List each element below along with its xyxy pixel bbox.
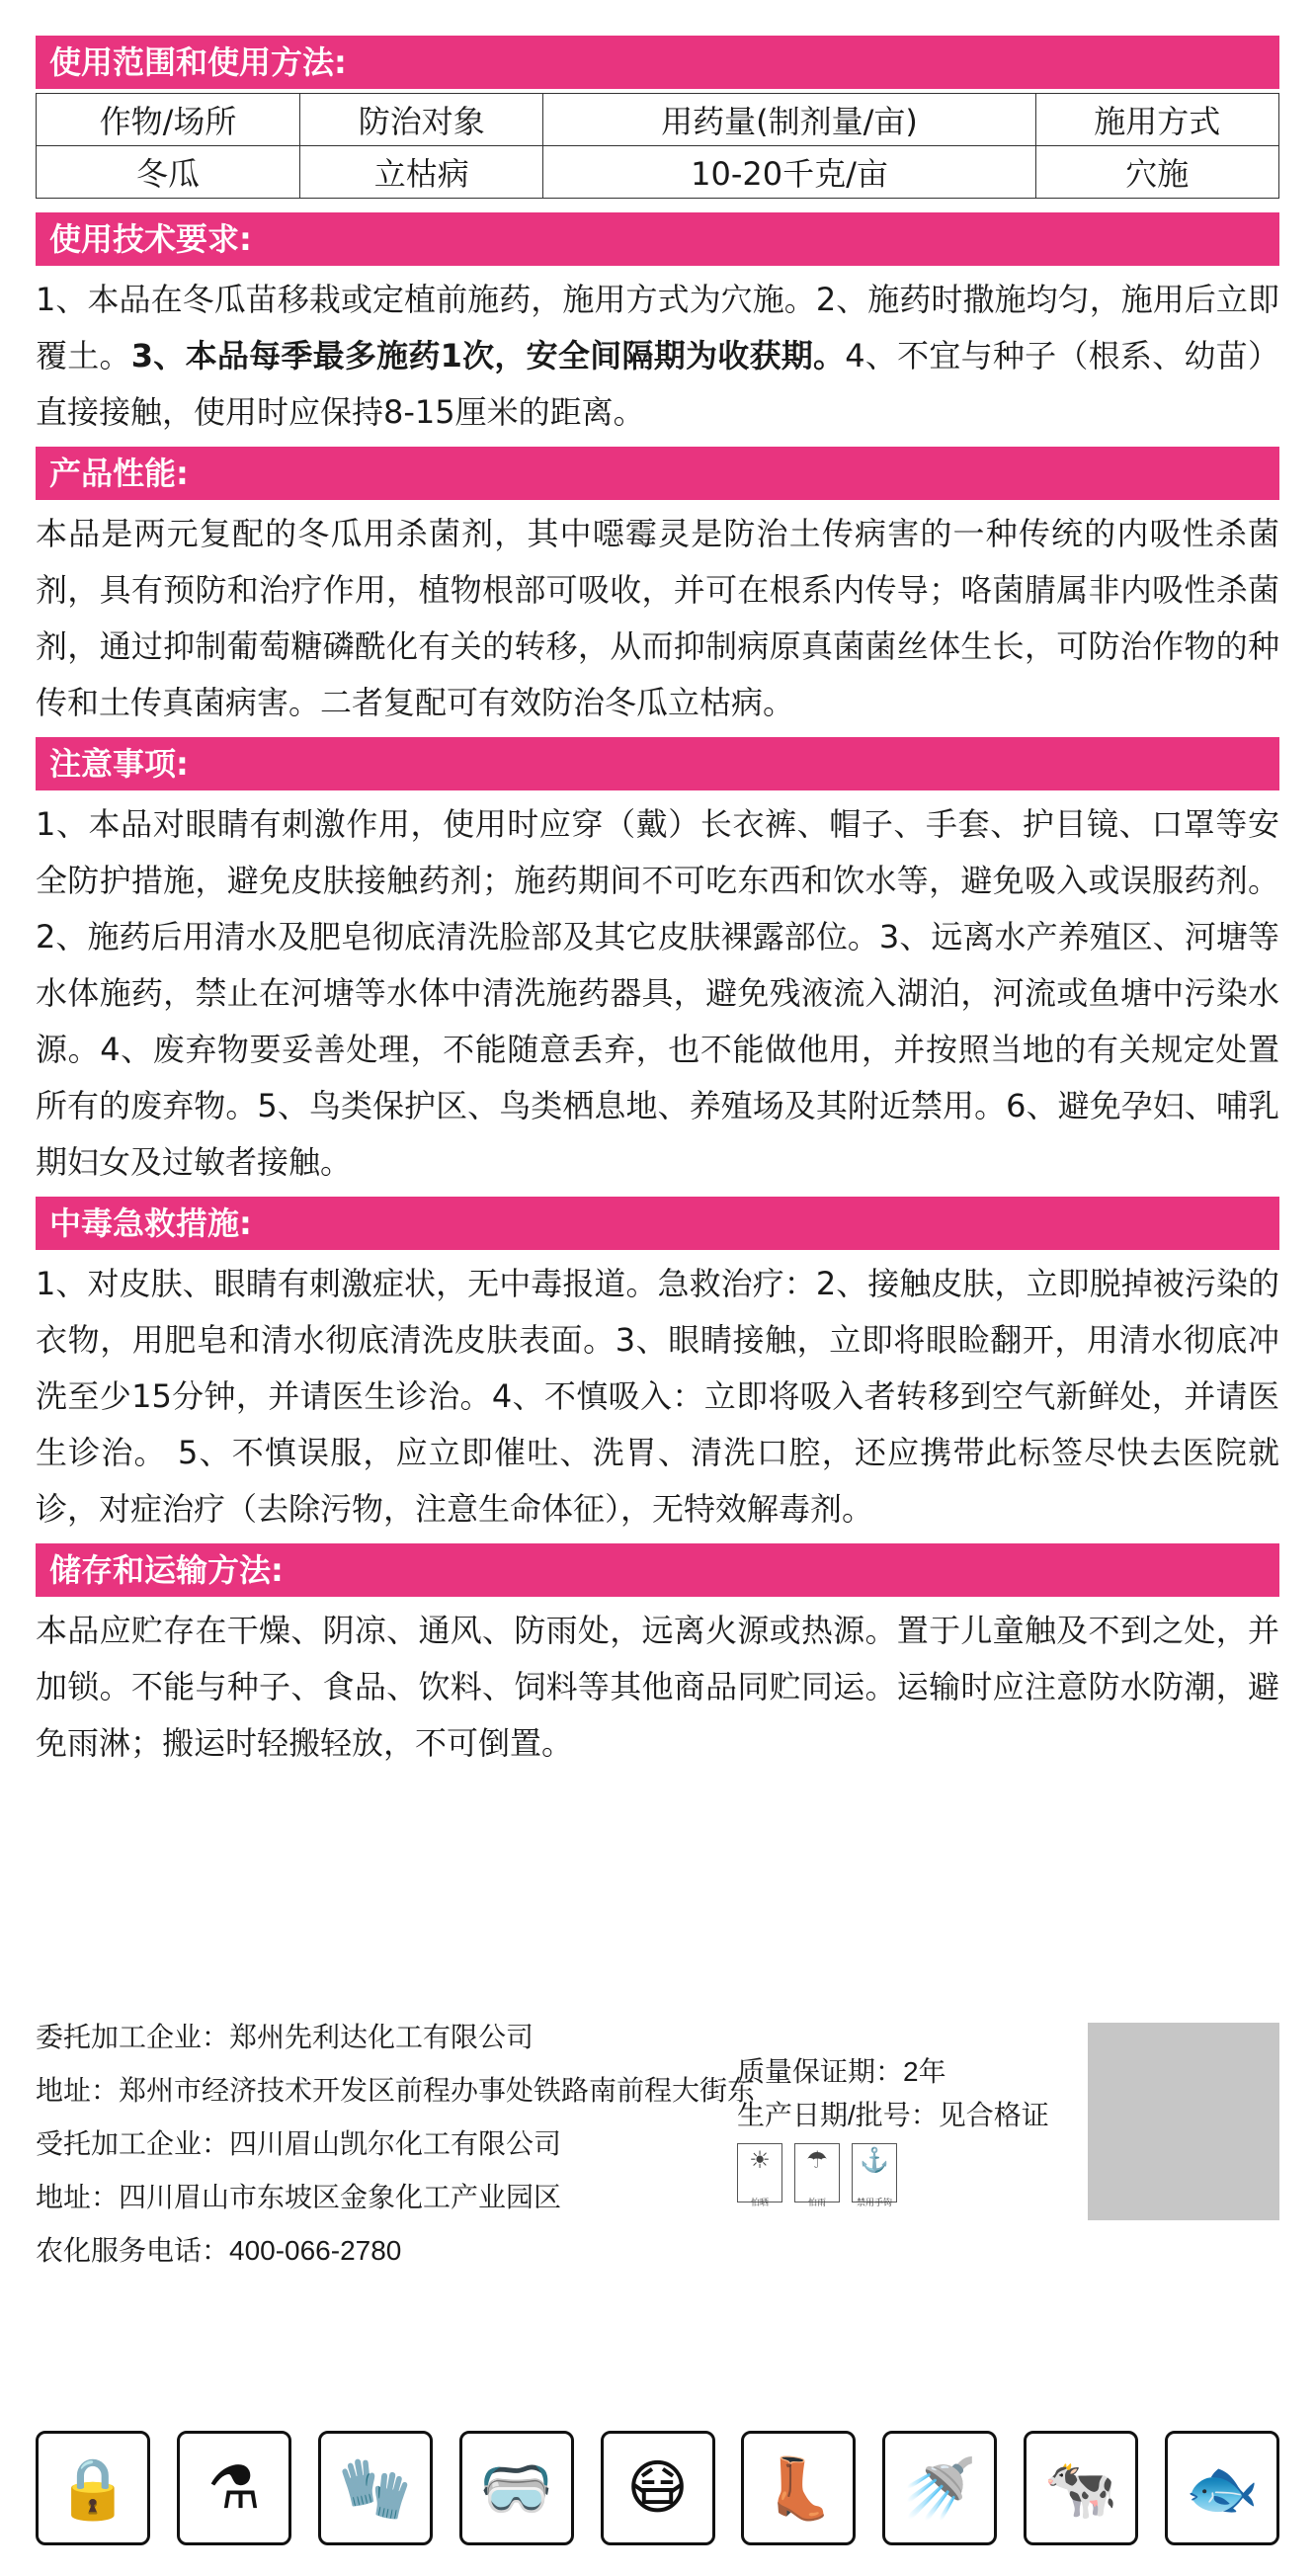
firstaid-section-body: 1、对皮肤、眼睛有刺激症状，无中毒报道。急救治疗：2、接触皮肤，立即脱掉被污染的衣物，用肥皂和清水彻底清洗皮肤表面。3、眼睛接触，立即将眼睑翻开，用清水彻底冲洗至少15分钟，并请医生诊治。4、不慎吸入：立即将吸入者转移到空气新鲜处，并请医生诊治。 5、不慎误服，应立即催吐、洗胃、清洗口腔，还应携带此标签尽快去医院就诊，对症治疗（去除污物，注意生命体征），无特效解毒剂。 — [36, 1265, 1279, 1528]
table-header-cell: 作物/场所 — [37, 94, 300, 146]
usage-table — [36, 93, 1279, 199]
entrusting-company: 委托加工企业：郑州先利达化工有限公司 — [36, 2022, 534, 2052]
handling-icons — [737, 2143, 1049, 2207]
production-date: 生产日期/批号：见合格证 — [737, 2100, 1049, 2130]
shelf-life: 质量保证期：2年 — [737, 2056, 946, 2087]
company-info — [36, 2011, 755, 2278]
table-header-row — [37, 94, 1279, 146]
performance-section-body: 本品是两元复配的冬瓜用杀菌剂，其中噁霉灵是防治土传病害的一种传统的内吸性杀菌剂，具有预防和治疗作用，植物根部可吸收，并可在根系内传导；咯菌腈属非内吸性杀菌剂，通过抑制葡萄糖磷酰化有关的转移，从而抑制病原真菌菌丝体生长，可防治作物的种传和土传真菌病害。二者复配可有效防治冬瓜立枯病。 — [36, 515, 1279, 721]
harmful-livestock-icon: 🐄 — [1024, 2431, 1138, 2545]
table-cell: 10-20千克/亩 — [543, 146, 1035, 199]
tech-section-title: 使用技术要求: — [36, 212, 1279, 266]
storage-section-title: 储存和运输方法: — [36, 1543, 1279, 1597]
sun-avoid-icon: ☀ 怕晒 — [737, 2143, 782, 2202]
firstaid-section-title: 中毒急救措施: — [36, 1197, 1279, 1250]
table-header-cell: 施用方式 — [1035, 94, 1278, 146]
service-phone: 农化服务电话：400-066-2780 — [36, 2235, 402, 2266]
notes-section-body: 1、本品对眼睛有刺激作用，使用时应穿（戴）长衣裤、帽子、手套、护目镜、口罩等安全防护措施，避免皮肤接触药剂；施药期间不可吃东西和饮水等，避免吸入或误服药剂。2、施药后用清水及肥皂彻底清洗脸部及其它皮肤裸露部位。3、远离水产养殖区、河塘等水体施药，禁止在河塘等水体中清洗施药器具，避免残液流入湖泊，河流或鱼塘中污染水源。4、废弃物要妥善处理，不能随意丢弃，也不能做他用，并按照当地的有关规定处置所有的废弃物。5、鸟类保护区、鸟类栖息地、养殖场及其附近禁用。6、避免孕妇、哺乳期妇女及过敏者接触。 — [36, 805, 1279, 1181]
label-content — [36, 36, 1279, 1778]
usage-section-title: 使用范围和使用方法: — [36, 36, 1279, 89]
table-header-cell: 防治对象 — [300, 94, 543, 146]
tech-text-bold: 3、本品每季最多施药1次，安全间隔期为收获期。 — [130, 337, 846, 374]
storage-lock-icon: 🔒 — [36, 2431, 150, 2545]
wash-icon: 🚿 — [882, 2431, 997, 2545]
table-cell: 穴施 — [1035, 146, 1278, 199]
table-row — [37, 146, 1279, 199]
no-hook-icon: ⚓ 禁用手钩 — [852, 2143, 897, 2202]
umbrella-icon: ☂ 怕雨 — [794, 2143, 840, 2202]
face-shield-icon: 🥽 — [459, 2431, 574, 2545]
performance-section-title: 产品性能: — [36, 447, 1279, 500]
tech-text-part1: 1、本品在冬瓜苗移栽或定植前施药，施用方式为穴施。2、施药时撒施均匀，施用后立即覆土。 — [36, 281, 1279, 374]
manufacturer-company: 受托加工企业：四川眉山凯尔化工有限公司 — [36, 2128, 562, 2159]
entrusting-address: 地址：郑州市经济技术开发区前程办事处铁路南前程大街东 — [36, 2075, 756, 2106]
harmful-fish-icon: 🐟 — [1165, 2431, 1279, 2545]
notes-section-title: 注意事项: — [36, 737, 1279, 790]
mask-icon: 😷 — [601, 2431, 715, 2545]
table-header-cell: 用药量(制剂量/亩) — [543, 94, 1035, 146]
manufacturer-footer — [36, 2011, 1279, 2307]
manufacturer-address: 地址：四川眉山市东坡区金象化工产业园区 — [36, 2182, 562, 2212]
tech-section-body — [36, 266, 1279, 447]
boots-icon: 👢 — [741, 2431, 856, 2545]
storage-section-body: 本品应贮存在干燥、阴凉、通风、防雨处，远离火源或热源。置于儿童触及不到之处，并加锁。不能与种子、食品、饮料、饲料等其他商品同贮同运。运输时应注意防水防潮，避免雨淋；搬运时轻搬轻放，不可倒置。 — [36, 1612, 1279, 1762]
mixing-pour-icon: ⚗ — [177, 2431, 291, 2545]
tech-text-part3: 4、不宜与种子（根系、幼苗）直接接触，使用时应保持8-15厘米的距离。 — [36, 337, 1279, 431]
table-cell: 冬瓜 — [37, 146, 300, 199]
table-cell: 立枯病 — [300, 146, 543, 199]
batch-code-box — [1088, 2023, 1279, 2220]
safety-pictograms — [36, 2431, 1279, 2547]
quality-info — [737, 2050, 1049, 2207]
gloves-icon: 🧤 — [318, 2431, 433, 2545]
